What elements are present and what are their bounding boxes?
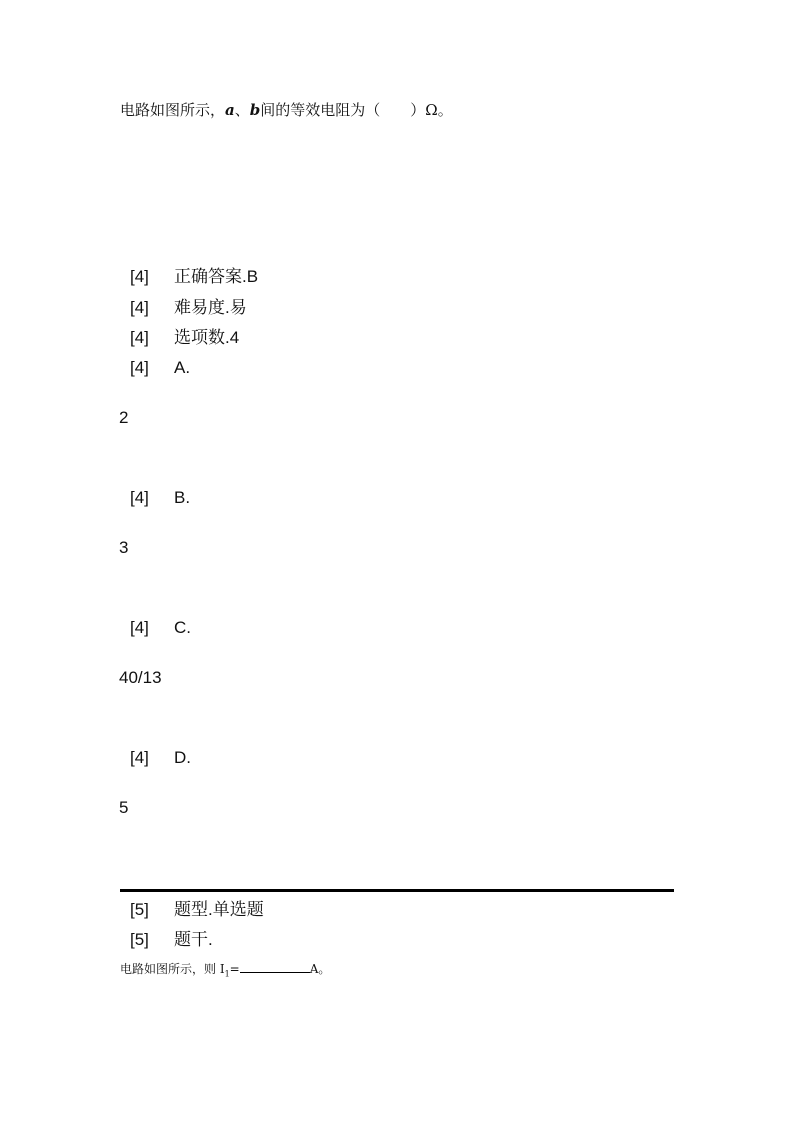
option-a-header <box>130 357 190 379</box>
question-4-stem <box>120 100 453 120</box>
option-label: A. <box>174 358 191 377</box>
option-b-value: 3 <box>119 538 129 557</box>
stem-equals: = <box>229 962 240 976</box>
answer-label: 正确答案.B <box>174 267 259 286</box>
option-b-header <box>130 487 190 509</box>
option-label: B. <box>174 488 191 507</box>
option-tag: [4] <box>130 358 149 377</box>
answer-blank <box>240 961 310 973</box>
difficulty-label: 难易度.易 <box>174 298 247 317</box>
separator: 、 <box>234 101 250 119</box>
stem-prefix: 电路如图所示， <box>120 101 226 119</box>
option-d-header <box>130 747 191 769</box>
question-5-stem <box>120 961 330 982</box>
stem-prefix: 电路如图所示，则 I <box>120 962 225 976</box>
option-c-header <box>130 617 191 639</box>
option-a-value: 2 <box>119 408 129 427</box>
option-tag: [4] <box>130 488 149 507</box>
stem-suffix: 间的等效电阻为（ ）Ω。 <box>260 101 453 119</box>
option-d-value: 5 <box>119 798 129 817</box>
answer-row <box>130 266 258 288</box>
option-label: D. <box>174 748 191 767</box>
variable-a: a <box>225 101 235 119</box>
difficulty-row <box>130 297 247 319</box>
question-type-label: 题型.单选题 <box>174 900 264 919</box>
option-count-tag: [4] <box>130 328 149 347</box>
variable-b: b <box>249 101 261 119</box>
option-tag: [4] <box>130 618 149 637</box>
answer-tag: [4] <box>130 267 149 286</box>
stem-unit: A。 <box>309 962 331 976</box>
option-label: C. <box>174 618 191 637</box>
question-stem-row <box>130 929 213 951</box>
question-stem-label: 题干. <box>174 930 213 949</box>
option-count-label: 选项数.4 <box>174 328 240 347</box>
section-divider <box>120 889 674 892</box>
question-type-row <box>130 899 264 921</box>
option-count-row <box>130 327 239 349</box>
difficulty-tag: [4] <box>130 298 149 317</box>
option-c-value: 40/13 <box>119 668 162 687</box>
current-subscript: 1 <box>224 969 230 979</box>
question-type-tag: [5] <box>130 900 149 919</box>
option-tag: [4] <box>130 748 149 767</box>
question-stem-tag: [5] <box>130 930 149 949</box>
